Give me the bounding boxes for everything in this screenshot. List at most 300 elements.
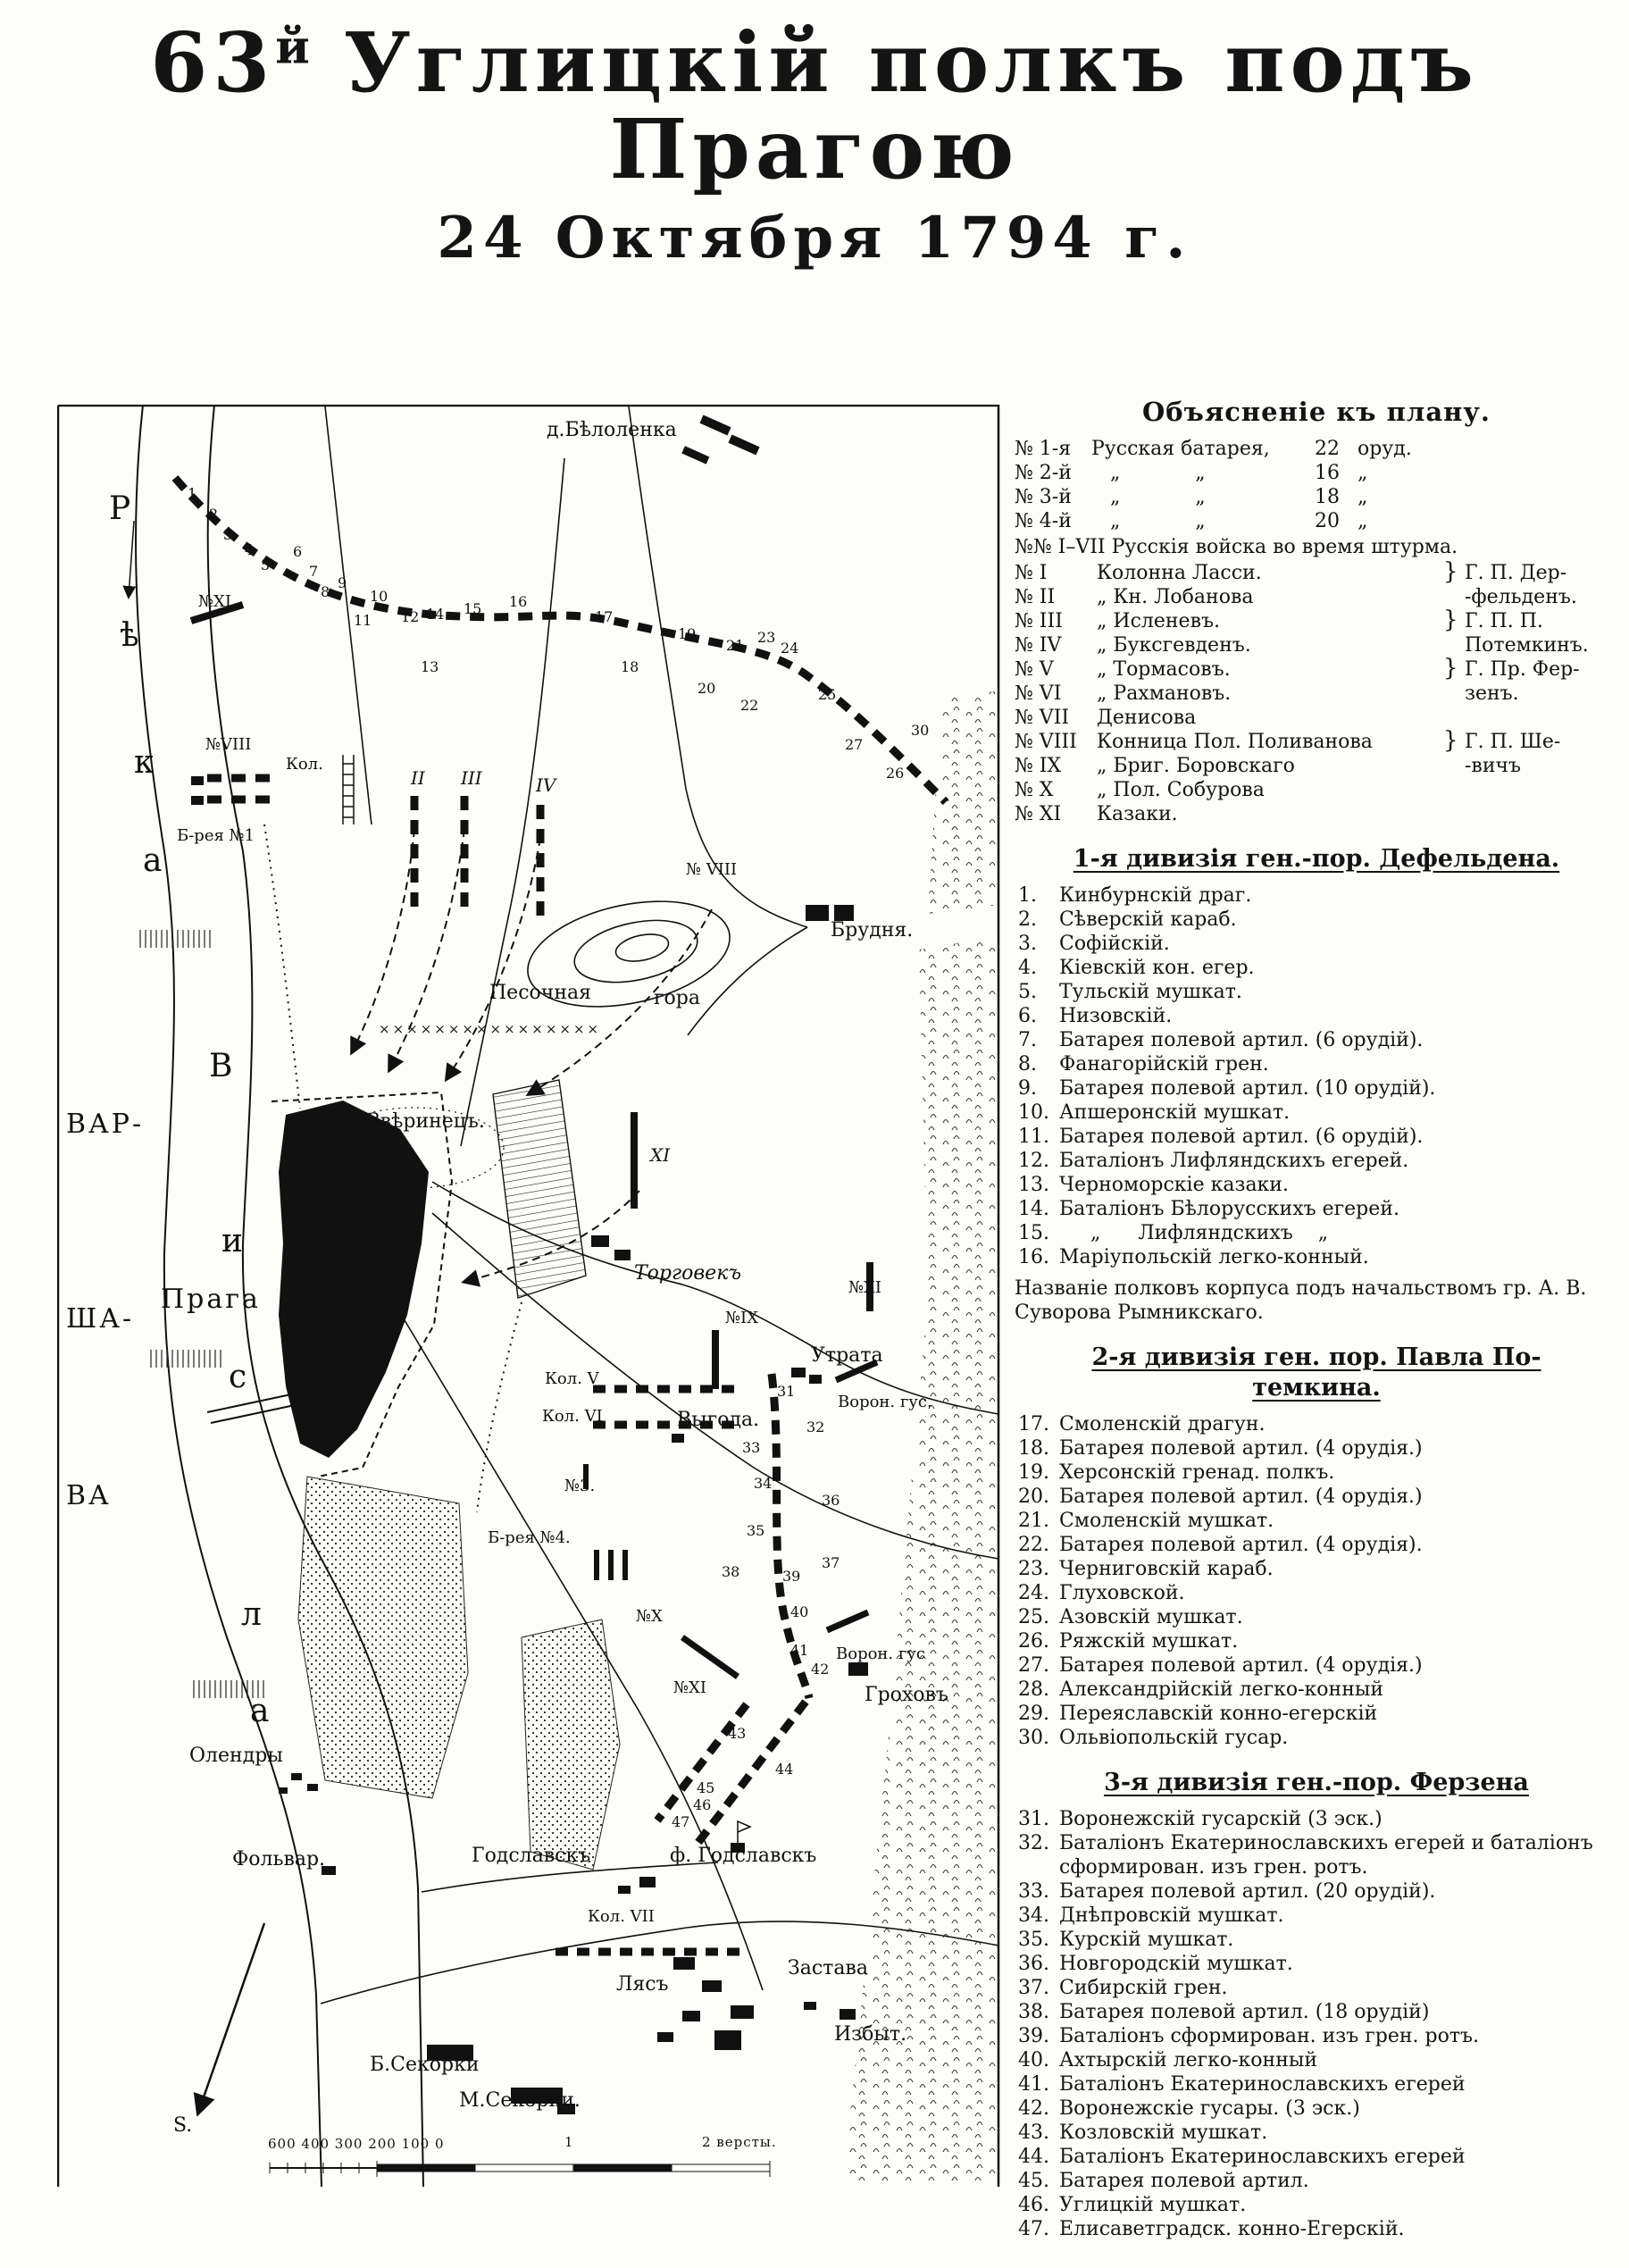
- item-number: 17.: [1018, 1413, 1049, 1435]
- unit-number-26: 26: [886, 765, 905, 782]
- unit-number-15: 15: [464, 600, 482, 617]
- division-title-line: темкина.: [1252, 1374, 1381, 1402]
- item-number: 3.: [1018, 933, 1037, 955]
- unit-number-37: 37: [822, 1554, 840, 1571]
- unit-number-47: 47: [672, 1813, 690, 1830]
- scale-numbers: 600 400 300 200 100 0: [268, 2136, 445, 2152]
- legend-item: [1015, 2217, 1618, 2241]
- label-izbyt: Избыт.: [834, 2023, 907, 2046]
- legend: [1015, 397, 1618, 2241]
- column-commander: [1465, 778, 1618, 802]
- column-commander: -фельденъ.: [1465, 586, 1577, 608]
- legend-item: [1015, 1581, 1618, 1605]
- unit-number-36: 36: [822, 1492, 840, 1509]
- unit-number-23: 23: [757, 629, 776, 646]
- item-text: Батарея полевой артил. (4 орудія.): [1059, 1485, 1423, 1508]
- battery-gun-unit: „: [1358, 486, 1368, 508]
- battery-gun-count: 22: [1315, 438, 1340, 460]
- river-letter: В: [209, 1048, 234, 1084]
- legend-item: [1015, 883, 1618, 908]
- marker-viii-left: №VIII: [205, 735, 252, 754]
- legend-item: [1015, 1904, 1618, 1928]
- unit-number-12: 12: [401, 608, 420, 625]
- item-text: Глуховской.: [1059, 1582, 1185, 1604]
- item-number: 24.: [1018, 1582, 1049, 1604]
- item-text: „ Лифляндскихъ „: [1059, 1222, 1329, 1244]
- page-subtitle: 24 Октября 1794 г.: [437, 205, 1192, 272]
- legend-item: [1015, 1605, 1618, 1629]
- unit-number-9: 9: [338, 574, 347, 591]
- legend-item: [1015, 956, 1618, 980]
- legend-item: [1015, 1952, 1618, 1976]
- legend-item: [1015, 2121, 1618, 2145]
- marker-xi-east: №XI: [848, 1278, 881, 1297]
- item-number: 28.: [1018, 1678, 1049, 1701]
- column-number: № I: [1015, 562, 1048, 584]
- division-1: [1015, 844, 1618, 1325]
- column-row: [1015, 558, 1618, 585]
- division-note: Названіе полковъ корпуса подъ начальствомъ гр. А. В. Суворова Рымникскаго.: [1015, 1277, 1587, 1324]
- column-row: [1015, 682, 1618, 706]
- item-number: 18.: [1018, 1437, 1049, 1460]
- legend-item: [1015, 2024, 1618, 2048]
- division-title-line: 3-я дивизія ген.-пор. Ферзена: [1104, 1769, 1529, 1796]
- column-commander: -вичъ: [1465, 755, 1522, 777]
- label-pesochnaya: Песочная: [489, 982, 591, 1004]
- division-3: [1015, 1768, 1618, 2241]
- item-text: Переяславскій конно-егерскій: [1059, 1703, 1378, 1725]
- legend-item: [1015, 1101, 1618, 1125]
- item-number: 41.: [1018, 2073, 1049, 2096]
- label-compass-south: S.: [173, 2114, 193, 2137]
- item-text: Новгородскій мушкат.: [1059, 1953, 1293, 1975]
- label-torgovek: Торговекъ: [634, 1262, 741, 1285]
- battery-name: Русская батарея,: [1091, 438, 1270, 460]
- item-number: 42.: [1018, 2097, 1049, 2120]
- unit-number-22: 22: [740, 697, 759, 714]
- unit-number-14: 14: [426, 606, 445, 623]
- item-number: 45.: [1018, 2170, 1049, 2192]
- item-text: Воронежскій гусарскій (3 эск.): [1059, 1808, 1383, 1830]
- division-title: [1015, 844, 1618, 875]
- division-2: [1015, 1343, 1618, 1750]
- unit-number-35: 35: [747, 1522, 765, 1539]
- item-number: 39.: [1018, 2025, 1049, 2047]
- river-letter: а: [250, 1693, 271, 1729]
- item-number: 44.: [1018, 2146, 1049, 2168]
- battery-name: „ „: [1091, 510, 1206, 532]
- unit-number-6: 6: [293, 543, 303, 560]
- scale-one-verst: 1: [564, 2134, 574, 2150]
- item-text: Батарея полевой артил. (4 орудія).: [1059, 1534, 1423, 1556]
- label-warszawa-line2: ША-: [66, 1303, 135, 1335]
- column-brace: }: [1443, 727, 1458, 754]
- item-number: 15.: [1018, 1222, 1049, 1244]
- column-row: [1015, 778, 1618, 802]
- battery-number: № 3-й: [1015, 486, 1072, 508]
- column-name: Колонна Ласси.: [1097, 562, 1262, 584]
- item-text: Батарея полевой артил. (6 орудій).: [1059, 1126, 1424, 1148]
- unit-number-20: 20: [698, 680, 716, 697]
- item-text: Смоленскій драгун.: [1059, 1413, 1266, 1435]
- item-text: Апшеронскій мушкат.: [1059, 1101, 1291, 1124]
- river-letter: Р: [109, 490, 132, 527]
- battery-gun-count: 16: [1315, 462, 1340, 484]
- legend-item: [1015, 1125, 1618, 1149]
- item-number: 19.: [1018, 1461, 1049, 1484]
- column-number: № IX: [1015, 755, 1062, 777]
- column-number: № II: [1015, 586, 1056, 608]
- unit-number-46: 46: [693, 1796, 712, 1813]
- item-number: 32.: [1018, 1832, 1049, 1854]
- marker-viii-right: № VIII: [686, 860, 738, 879]
- legend-item: [1015, 1702, 1618, 1726]
- legend-item: [1015, 1557, 1618, 1581]
- column-row: [1015, 802, 1618, 826]
- item-number: 4.: [1018, 957, 1037, 979]
- unit-number-45: 45: [697, 1779, 715, 1796]
- label-battery-3: №3.: [564, 1477, 596, 1495]
- column-brace: [1443, 633, 1465, 657]
- unit-number-3: 3: [223, 526, 233, 543]
- label-gora: гора: [654, 987, 700, 1009]
- unit-number-16: 16: [509, 593, 528, 610]
- column-name: „ Кн. Лобанова: [1097, 586, 1254, 608]
- legend-columns: [1015, 558, 1618, 826]
- item-text: Баталіонъ Екатеринославскихъ егерей: [1059, 2073, 1466, 2096]
- item-number: 29.: [1018, 1703, 1049, 1725]
- unit-number-17: 17: [595, 608, 614, 625]
- item-text: Курскій мушкат.: [1059, 1929, 1234, 1951]
- battery-name: „ „: [1091, 462, 1206, 484]
- column-commander: [1465, 802, 1618, 826]
- column-commander: Г. Пр. Фер-: [1465, 658, 1580, 681]
- battery-row: [1015, 485, 1618, 509]
- item-text: Козловскій мушкат.: [1059, 2122, 1268, 2144]
- legend-divisions: [1015, 844, 1618, 2241]
- item-text: Батарея полевой артил. (4 орудія.): [1059, 1437, 1423, 1460]
- label-praga: Прага: [161, 1284, 261, 1315]
- legend-heading: Объясненіе къ плану.: [1141, 397, 1491, 427]
- column-brace: [1443, 706, 1465, 730]
- unit-number-30: 30: [911, 722, 930, 739]
- river-letter: а: [143, 842, 163, 879]
- header: [0, 14, 1629, 272]
- unit-number-1: 1: [188, 485, 197, 502]
- item-text: Сибирскій грен.: [1059, 1977, 1228, 1999]
- item-number: 35.: [1018, 1929, 1049, 1951]
- item-number: 40.: [1018, 2049, 1049, 2071]
- item-number: 34.: [1018, 1904, 1049, 1927]
- column-number: № VII: [1015, 707, 1070, 729]
- column-name: „ Пол. Собурова: [1097, 779, 1265, 801]
- label-kolonna-v: Кол. V: [545, 1369, 599, 1388]
- item-text: Батарея полевой артил. (6 орудій).: [1059, 1029, 1424, 1051]
- label-voron-gus-south: Ворон. гус: [836, 1645, 925, 1663]
- unit-number-24: 24: [781, 640, 799, 657]
- label-warszawa-line3: ВА: [66, 1480, 112, 1511]
- column-name: Денисова: [1097, 707, 1197, 729]
- battery-number: № 4-й: [1015, 510, 1072, 532]
- legend-item: [1015, 1221, 1618, 1245]
- item-text: Баталіонъ Екатеринославскихъ егерей и баталіонъ сформирован. изъ грен. ротъ.: [1059, 1832, 1600, 1879]
- unit-number-21: 21: [726, 637, 745, 654]
- column-row: [1015, 754, 1618, 778]
- column-row: [1015, 585, 1618, 609]
- legend-item: [1015, 1653, 1618, 1678]
- column-iii: III: [461, 767, 482, 789]
- unit-number-8: 8: [321, 583, 330, 600]
- item-number: 43.: [1018, 2122, 1049, 2144]
- item-text: Баталіонъ Бѣлорусскихъ егерей.: [1059, 1198, 1399, 1220]
- legend-item: [1015, 980, 1618, 1004]
- division-title-line: 1-я дивизія ген.-пор. Дефельдена.: [1073, 845, 1560, 873]
- legend-item: [1015, 2000, 1618, 2024]
- item-text: Кинбурнскій драг.: [1059, 884, 1252, 907]
- page-title: $63^й$ Углицкій полкъ подъ Прагою: [150, 14, 1479, 197]
- column-name: „ Бриг. Боровскаго: [1097, 755, 1295, 777]
- item-text: Александрійскій легко-конный: [1059, 1678, 1384, 1701]
- column-row: [1015, 609, 1618, 633]
- river-letter: л: [241, 1596, 263, 1633]
- item-text: Херсонскій гренад. полкъ.: [1059, 1461, 1335, 1484]
- legend-item: [1015, 1436, 1618, 1460]
- legend-item: [1015, 1028, 1618, 1052]
- legend-item: [1015, 1678, 1618, 1702]
- column-brace: [1443, 754, 1465, 778]
- label-vygoda: Выгода.: [677, 1409, 760, 1431]
- item-text: Маріупольскій легко-конный.: [1059, 1246, 1369, 1268]
- legend-item: [1015, 1004, 1618, 1028]
- unit-number-43: 43: [728, 1725, 747, 1742]
- item-number: 8.: [1018, 1053, 1037, 1075]
- column-name: Казаки.: [1097, 803, 1178, 825]
- item-number: 21.: [1018, 1510, 1049, 1532]
- division-title-line: 2-я дивизія ген. пор. Павла По-: [1091, 1343, 1541, 1371]
- column-name: „ Буксгевденъ.: [1097, 634, 1251, 657]
- legend-item: [1015, 1807, 1618, 1831]
- legend-storm-note: №№ I–VII Русскія войска во время штурма.: [1015, 536, 1458, 558]
- item-number: 26.: [1018, 1630, 1049, 1653]
- column-number: № IV: [1015, 634, 1062, 657]
- label-brudnya: Брудня.: [831, 919, 914, 942]
- column-commander: [1465, 706, 1618, 730]
- unit-number-40: 40: [790, 1603, 809, 1620]
- item-text: Кіевскій кон. егер.: [1059, 957, 1255, 979]
- label-olendry: Олендры: [189, 1745, 283, 1767]
- battery-gun-unit: „: [1358, 510, 1368, 532]
- legend-item: [1015, 1052, 1618, 1076]
- label-f-godslavsk: ф. Годславскъ: [670, 1845, 817, 1867]
- column-commander: Г. П. Дер-: [1465, 562, 1567, 584]
- unit-number-4: 4: [245, 541, 255, 558]
- label-voron-gus-north: Ворон. гус.: [838, 1393, 932, 1411]
- marker-xi-northwest: №XI: [198, 592, 231, 611]
- unit-number-11: 11: [354, 612, 372, 629]
- item-text: Батарея полевой артил. (18 орудій): [1059, 2001, 1430, 2023]
- battery-row: [1015, 437, 1618, 461]
- column-brace: }: [1443, 607, 1458, 633]
- legend-item: [1015, 1533, 1618, 1557]
- river-letter: с: [229, 1359, 248, 1395]
- label-zverinets: Звѣринецъ.: [368, 1110, 485, 1133]
- item-text: Баталіонъ Екатеринославскихъ егерей: [1059, 2146, 1466, 2168]
- label-grokhov: Гроховъ: [865, 1684, 948, 1706]
- item-number: 10.: [1018, 1101, 1049, 1124]
- legend-item: [1015, 1412, 1618, 1436]
- legend-item: [1015, 1076, 1618, 1101]
- column-number: № VI: [1015, 682, 1062, 705]
- legend-item: [1015, 2072, 1618, 2096]
- item-number: 20.: [1018, 1485, 1049, 1508]
- legend-item: [1015, 1879, 1618, 1904]
- item-text: Батарея полевой артил. (4 орудія.): [1059, 1654, 1423, 1677]
- item-number: 2.: [1018, 908, 1037, 931]
- battery-gun-unit: „: [1358, 462, 1368, 484]
- battery-gun-unit: оруд.: [1358, 438, 1412, 460]
- unit-number-34: 34: [754, 1475, 773, 1492]
- column-name: „ Тормасовъ.: [1097, 658, 1231, 681]
- item-number: 30.: [1018, 1727, 1049, 1749]
- unit-number-41: 41: [790, 1642, 809, 1659]
- item-number: 22.: [1018, 1534, 1049, 1556]
- column-number: № X: [1015, 779, 1054, 801]
- item-number: 13.: [1018, 1174, 1049, 1196]
- legend-batteries: [1015, 437, 1618, 533]
- column-commander: Г. П. П.: [1465, 610, 1543, 632]
- battle-map: [57, 405, 1000, 2188]
- item-text: Ряжскій мушкат.: [1059, 1630, 1239, 1653]
- label-battery-4: Б-рея №4.: [488, 1528, 571, 1547]
- item-text: Батарея полевой артил. (20 орудій).: [1059, 1880, 1436, 1903]
- item-text: Днѣпровскій мушкат.: [1059, 1904, 1284, 1927]
- unit-number-18: 18: [621, 658, 639, 675]
- label-belolenka: д.Бѣлоленка: [547, 419, 677, 441]
- battery-number: № 2-й: [1015, 462, 1072, 484]
- label-kolonna-vi: Кол. VI: [542, 1407, 603, 1426]
- unit-number-5: 5: [261, 557, 271, 573]
- unit-number-19: 19: [678, 625, 697, 642]
- item-number: 16.: [1018, 1246, 1049, 1268]
- unit-number-44: 44: [775, 1761, 794, 1778]
- item-text: Фанагорійскій грен.: [1059, 1053, 1269, 1075]
- battery-number: № 1-я: [1015, 438, 1072, 460]
- battery-row: [1015, 461, 1618, 485]
- column-commander: Потемкинъ.: [1465, 634, 1589, 657]
- column-number: № V: [1015, 658, 1054, 681]
- unit-number-42: 42: [811, 1661, 830, 1678]
- legend-item: [1015, 2193, 1618, 2217]
- item-number: 37.: [1018, 1977, 1049, 1999]
- unit-number-38: 38: [722, 1563, 740, 1580]
- column-row: [1015, 706, 1618, 730]
- item-text: Воронежскіе гусары. (3 эск.): [1059, 2097, 1360, 2120]
- label-lyas: Лясъ: [616, 1973, 669, 1996]
- scale-two-versts: 2 версты.: [702, 2134, 777, 2150]
- column-name: „ Исленевъ.: [1097, 610, 1220, 632]
- column-brace: }: [1443, 655, 1458, 682]
- column-brace: [1443, 778, 1465, 802]
- item-text: Углицкій мушкат.: [1059, 2194, 1247, 2216]
- label-zastava: Застава: [788, 1957, 868, 1979]
- item-number: 36.: [1018, 1953, 1049, 1975]
- column-ii: II: [411, 767, 425, 789]
- label-folvark: Фольвар.: [232, 1848, 326, 1870]
- unit-number-27: 27: [845, 736, 864, 753]
- label-warszawa-line1: ВАР-: [66, 1109, 145, 1140]
- item-number: 38.: [1018, 2001, 1049, 2023]
- legend-item: [1015, 932, 1618, 956]
- column-brace: [1443, 802, 1465, 826]
- division-title: [1015, 1343, 1618, 1403]
- item-text: Смоленскій мушкат.: [1059, 1510, 1274, 1532]
- item-number: 47.: [1018, 2218, 1049, 2240]
- unit-number-32: 32: [806, 1419, 825, 1435]
- column-name: „ Рахмановъ.: [1097, 682, 1232, 705]
- legend-item: [1015, 1460, 1618, 1485]
- item-text: Тульскій мушкат.: [1059, 981, 1242, 1003]
- item-text: Ахтырскій легко-конный: [1059, 2049, 1318, 2071]
- battery-gun-count: 20: [1315, 510, 1340, 532]
- item-text: Сѣверскій караб.: [1059, 908, 1237, 931]
- item-text: Софійскій.: [1059, 933, 1170, 955]
- item-text: Азовскій мушкат.: [1059, 1606, 1243, 1628]
- unit-number-33: 33: [742, 1439, 761, 1456]
- column-commander: зенъ.: [1465, 682, 1519, 705]
- item-text: Низовскій.: [1059, 1005, 1173, 1027]
- item-number: 9.: [1018, 1077, 1037, 1100]
- label-battery-1: Б-рея №1: [177, 826, 255, 845]
- legend-item: [1015, 1485, 1618, 1509]
- item-text: Черноморскіе казаки.: [1059, 1174, 1289, 1196]
- item-number: 23.: [1018, 1558, 1049, 1580]
- column-number: № VIII: [1015, 731, 1077, 753]
- column-iv: IV: [536, 774, 556, 796]
- legend-item: [1015, 2048, 1618, 2072]
- marker-xi-south: №XI: [673, 1678, 706, 1697]
- unit-number-7: 7: [309, 563, 319, 580]
- item-text: Черниговскій караб.: [1059, 1558, 1274, 1580]
- item-number: 7.: [1018, 1029, 1037, 1051]
- unit-number-13: 13: [421, 658, 439, 675]
- legend-item: [1015, 908, 1618, 932]
- item-number: 11.: [1018, 1126, 1049, 1148]
- item-text: Ольвіопольскій гусар.: [1059, 1727, 1289, 1749]
- column-commander: Г. П. Ше-: [1465, 731, 1561, 753]
- legend-item: [1015, 2169, 1618, 2193]
- item-text: Батарея полевой артил.: [1059, 2170, 1309, 2192]
- column-row: [1015, 727, 1618, 754]
- legend-item: [1015, 1197, 1618, 1221]
- battery-gun-count: 18: [1315, 486, 1340, 508]
- legend-item: [1015, 1173, 1618, 1197]
- legend-item: [1015, 1629, 1618, 1653]
- legend-item: [1015, 2145, 1618, 2169]
- column-number: № XI: [1015, 803, 1062, 825]
- label-b-sekorki: Б.Секорки: [370, 2054, 480, 2076]
- column-row: [1015, 657, 1618, 682]
- item-text: Батарея полевой артил. (10 орудій).: [1059, 1077, 1436, 1100]
- legend-item: [1015, 1726, 1618, 1750]
- item-number: 33.: [1018, 1880, 1049, 1903]
- unit-number-31: 31: [777, 1383, 796, 1400]
- item-number: 1.: [1018, 884, 1037, 907]
- marker-x: №X: [636, 1607, 663, 1626]
- item-text: Баталіонъ Лифляндскихъ егерей.: [1059, 1150, 1409, 1172]
- abatis-line: ××××××××××××××××: [379, 1021, 602, 1037]
- column-brace: [1443, 682, 1465, 706]
- item-text: Баталіонъ сформирован. изъ грен. ротъ.: [1059, 2025, 1480, 2047]
